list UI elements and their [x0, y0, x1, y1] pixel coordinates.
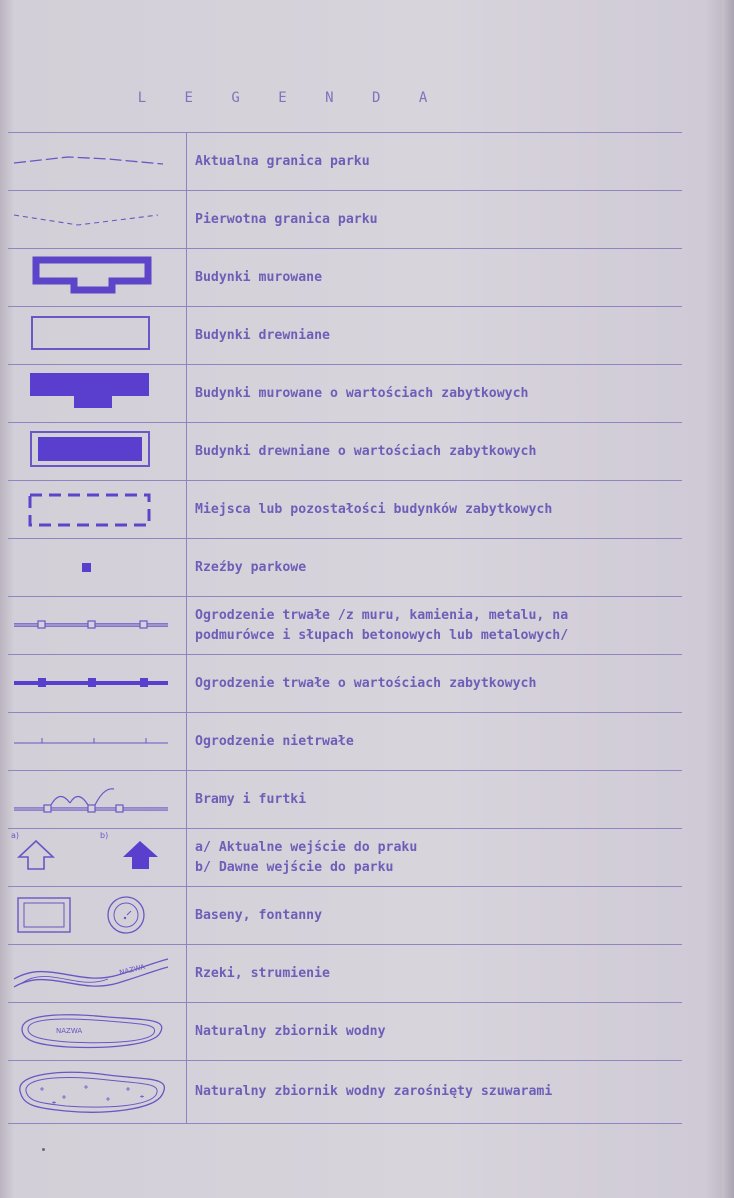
historic-fence-icon [8, 655, 186, 712]
legend-row [8, 713, 682, 771]
reedy-pond-icon [8, 1061, 186, 1123]
legend-row [8, 132, 682, 191]
legend-row [8, 191, 682, 249]
dashed-line-icon [8, 133, 186, 190]
sculpture-icon [8, 539, 186, 596]
current-entrance-arrow-icon [19, 841, 53, 869]
legend-label: Ogrodzenie nietrwałe [195, 733, 354, 749]
legend-row [8, 655, 682, 713]
permanent-fence-icon [8, 597, 186, 654]
legend-label: Naturalny zbiornik wodny zarośnięty szuwarami [195, 1084, 553, 1099]
legend-row [8, 481, 682, 539]
legend-label: Budynki drewniane o wartościach zabytkowych [195, 443, 537, 459]
legend-label: Aktualna granica parku [195, 153, 370, 169]
arrow-label-a: a) [11, 831, 20, 840]
legend-table [8, 132, 682, 1124]
legend-label: Ogrodzenie trwałe o wartościach zabytkowych [195, 675, 537, 691]
legend-row [8, 1061, 682, 1124]
building-remains-icon [8, 481, 186, 538]
historic-brick-building-icon [8, 365, 186, 422]
fine-dashed-line-icon [8, 191, 186, 248]
legend-row [8, 423, 682, 481]
legend-row [8, 771, 682, 829]
brick-building-icon [8, 249, 186, 306]
legend-row [8, 249, 682, 307]
legend-label: podmurówce i słupach betonowych lub metalowych/ [195, 627, 569, 643]
legend-label: Baseny, fontanny [195, 907, 323, 923]
page-edge [722, 0, 734, 1198]
legend-label: Naturalny zbiornik wodny [195, 1023, 386, 1039]
legend-label: Ogrodzenie trwałe /z muru, kamienia, metalu, na [195, 607, 569, 623]
legend-row [8, 1003, 682, 1061]
legend-title: L E G E N D A [137, 90, 443, 106]
legend-row [8, 887, 682, 945]
legend-label: b/ Dawne wejście do parku [195, 859, 394, 875]
legend-row [8, 597, 682, 655]
river-name-label: NAZWA [118, 962, 146, 977]
pond-name-label: NAZWA [56, 1027, 83, 1035]
legend-row [8, 945, 682, 1003]
legend-row [8, 365, 682, 423]
legend-row [8, 307, 682, 365]
pool-fountain-icon [8, 887, 186, 944]
wooden-building-icon [8, 307, 186, 364]
legend-label: Rzeźby parkowe [195, 559, 307, 575]
legend-row [8, 829, 682, 887]
legend-label: a/ Aktualne wejście do praku [195, 839, 418, 855]
legend-label: Bramy i furtki [195, 791, 307, 807]
legend-label: Miejsca lub pozostałości budynków zabytkowych [195, 501, 553, 517]
temporary-fence-icon [8, 713, 186, 770]
river-icon [8, 945, 186, 1002]
legend-label: Pierwotna granica parku [195, 211, 378, 227]
legend-label: Budynki murowane [195, 269, 323, 285]
arrow-label-b: b) [100, 831, 109, 840]
gate-icon [8, 771, 186, 828]
legend-label: Rzeki, strumienie [195, 965, 330, 981]
pond-icon [8, 1003, 186, 1060]
legend-label: Budynki murowane o wartościach zabytkowych [195, 385, 529, 401]
historic-wooden-building-icon [8, 423, 186, 480]
entrance-arrows-icon [8, 829, 186, 886]
legend-label: Budynki drewniane [195, 327, 330, 343]
ink-speck [42, 1148, 45, 1151]
former-entrance-arrow-icon [123, 841, 158, 869]
legend-row [8, 539, 682, 597]
